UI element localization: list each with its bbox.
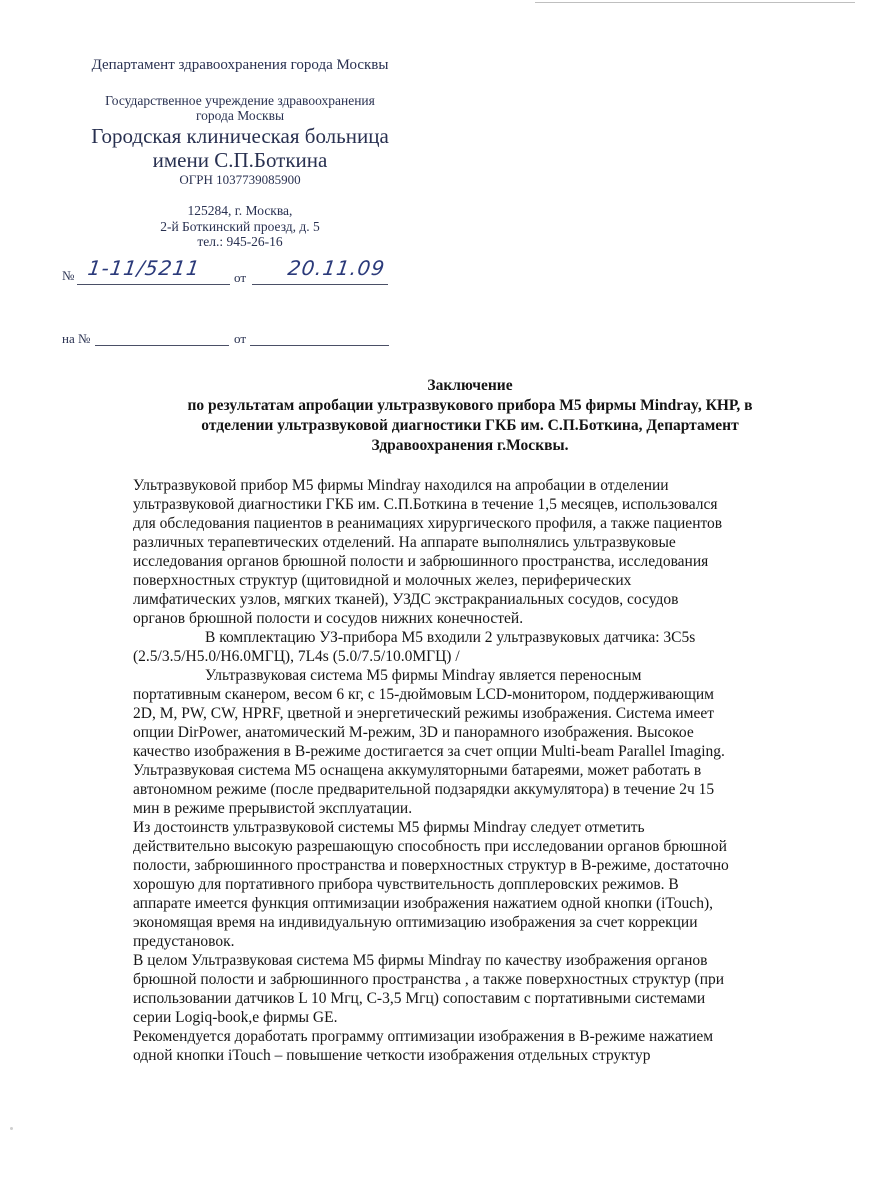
body-line: исследования органов брюшной полости и забрюшинного пространства, исследования <box>133 553 709 570</box>
document-title <box>60 376 874 456</box>
body-line: Из достоинств ультразвуковой системы М5 фирмы Mindray следует отметить <box>133 819 645 836</box>
body-line: серии Logiq-book,e фирмы GE. <box>133 1009 338 1026</box>
address-line2: 2-й Боткинский проезд, д. 5 <box>160 219 320 234</box>
body-line: мин в режиме прерывистой эксплуатации. <box>133 800 413 817</box>
scan-edge-line <box>535 2 855 3</box>
body-line: лимфатических узлов, мягких тканей), УЗДС экстракраниальных сосудов, сосудов <box>133 591 679 608</box>
title-line: отделении ультразвуковой диагностики ГКБ им. С.П.Боткина, Департамент <box>201 417 739 434</box>
outgoing-number-label: № <box>62 268 75 283</box>
reply-date-line <box>250 345 389 346</box>
phone-number: тел.: 945-26-16 <box>197 234 283 249</box>
body-line: предустановок. <box>133 933 235 950</box>
hospital-name-line2: имени С.П.Боткина <box>152 148 328 172</box>
body-line: хорошую для портативного прибора чувствительность допплеровских режимов. В <box>133 876 679 893</box>
body-line: различных терапевтических отделений. На аппарате выполнялись ультразвуковые <box>133 534 676 551</box>
body-line: В комплектацию УЗ-прибора М5 входили 2 ультразвуковых датчика: 3C5s <box>205 629 696 646</box>
body-line: одной кнопки iTouch – повышение четкости изображения отдельных структур <box>133 1047 651 1064</box>
body-line: Ультразвуковая система М5 оснащена аккумуляторными батареями, может работать в <box>133 762 702 779</box>
ogrn-number: ОГРН 1037739085900 <box>179 172 301 187</box>
body-line: брюшной полости и забрюшинного пространства , а также поверхностных структур (при <box>133 971 725 988</box>
institution-name-line2: города Москвы <box>195 108 285 123</box>
title-heading: Заключение <box>427 377 513 394</box>
body-line: Рекомендуется доработать программу оптимизации изображения в В-режиме нажатием <box>133 1028 714 1045</box>
body-line: действительно высокую разрешающую способность при исследовании органов брюшной <box>133 838 727 855</box>
body-line: В целом Ультразвуковая система М5 фирмы Mindray по качеству изображения органов <box>133 952 708 969</box>
body-line: опции DirPower, анатомический М-режим, 3D и панорамного изображения. Высокое <box>133 724 694 741</box>
body-line: поверхностных структур (щитовидной и молочных желез, периферических <box>133 572 632 589</box>
reply-number-label: на № <box>62 331 91 346</box>
body-line: качество изображения в В-режиме достигается за счет опции Multi-beam Parallel Imaging. <box>133 743 725 760</box>
scan-speck <box>10 1127 13 1130</box>
outgoing-date-handwritten: 20.11.09 <box>286 256 387 280</box>
outgoing-date-label: от <box>234 270 247 285</box>
body-line: полости, забрюшинного пространства и поверхностных структур в В-режиме, достаточно <box>133 857 729 874</box>
body-line: для обследования пациентов в реанимациях хирургического профиля, а также пациентов <box>133 515 723 532</box>
outgoing-number-handwritten: 1-11/5211 <box>86 256 202 280</box>
outgoing-date-line <box>252 284 388 285</box>
body-line: Ультразвуковой прибор М5 фирмы Mindray находился на апробации в отделении <box>133 477 669 494</box>
document-body <box>133 476 833 1065</box>
body-line: использовании датчиков L 10 Мгц, С-3,5 Мгц) сопоставим с портативными системами <box>133 990 706 1007</box>
body-line: ультразвуковой диагностики ГКБ им. С.П.Боткина в течение 1,5 месяцев, использовался <box>133 496 718 513</box>
title-line: Здравоохранения г.Москвы. <box>371 437 569 454</box>
body-line: (2.5/3.5/H5.0/H6.0МГЦ), 7L4s (5.0/7.5/10.0МГЦ) / <box>133 648 460 665</box>
body-line: органов брюшной полости и сосудов нижних конечностей. <box>133 610 524 627</box>
address-line1: 125284, г. Москва, <box>187 203 293 218</box>
reply-date-label: от <box>234 331 247 346</box>
body-line: 2D, M, PW, CW, HPRF, цветной и энергетический режимы изображения. Система имеет <box>133 705 714 722</box>
hospital-name-line1: Городская клиническая больница <box>91 124 389 148</box>
department-name: Департамент здравоохранения города Москвы <box>91 57 389 73</box>
reply-number-line <box>95 345 229 346</box>
body-line: портативным сканером, весом 6 кг, с 15-дюймовым LCD-монитором, поддерживающим <box>133 686 714 703</box>
outgoing-number-line <box>77 284 230 285</box>
body-line: экономящая время на индивидуальную оптимизацию изображения за счет коррекции <box>133 914 698 931</box>
body-line: Ультразвуковая система М5 фирмы Mindray является переносным <box>205 667 642 684</box>
body-line: аппарате имеется функция оптимизации изображения нажатием одной кнопки (iTouch), <box>133 895 713 912</box>
institution-name-line1: Государственное учреждение здравоохранения <box>105 93 375 108</box>
body-line: автономном режиме (после предварительной подзарядки аккумулятора) в течение 2ч 15 <box>133 781 715 798</box>
title-line: по результатам апробации ультразвукового прибора М5 фирмы Mindray, КНР, в <box>187 397 753 414</box>
